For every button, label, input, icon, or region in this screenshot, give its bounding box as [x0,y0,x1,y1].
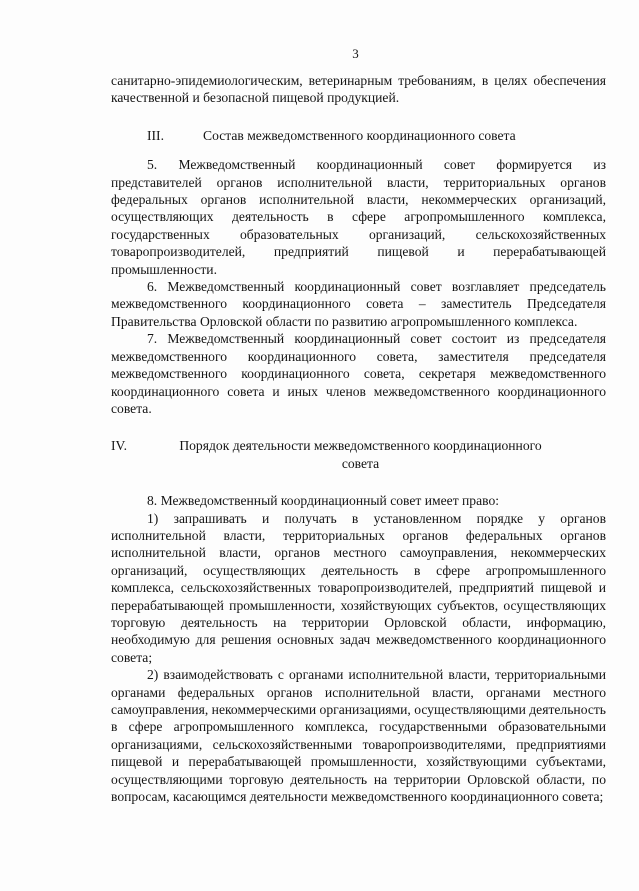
paragraph-7: 7. Межведомственный координационный совет состоит из председателя межведомственного координационного совета, заместителя председателя межведомственного координационного совета, секретаря межведомственного координационного совета и иных членов межведомственного координационного совета. [111,331,606,416]
paragraph-5: 5. Межведомственный координационный совет формируется из представителей органов исполнительной власти, территориальных органов федеральных органов исполнительной власти, некоммерческих организаций, осуществляющих деятельность в сфере агропромышленного комплекса, государственных образовательных организаций, сельскохозяйственных товаропроизводителей, предприятий пищевой и перерабатывающей промышленности. [111,157,606,277]
section-4-number: IV. [111,438,127,454]
paragraph-8: 8. Межведомственный координационный совет имеет право: [147,493,500,509]
section-3-number: III. [147,127,164,143]
paragraph-6: 6. Межведомственный координационный совет возглавляет председатель межведомственного координационного совета – заместитель Председателя Правительства Орловской области по развитию агропромышленного комплекса. [111,279,606,329]
section-3-title: Состав межведомственного координационного совета [203,127,516,143]
intro-paragraph: санитарно-эпидемиологическим, ветеринарным требованиям, в целях обеспечения качественной и безопасной пищевой продукцией. [111,73,606,106]
document-body [111,72,606,805]
section-4-title: Порядок деятельности межведомственного координационного совета [179,438,542,471]
page-number: 3 [352,46,359,61]
list-item-2: 2) взаимодействовать с органами исполнительной власти, территориальными органами федеральных органов исполнительной власти, органами местного самоуправления, некоммерческими организациями, осуществляющими деятельность в сфере агропромышленного комплекса, государственными образовательными организациями, сельскохозяйственными товаропроизводителями, предприятиями пищевой и перерабатывающей промышленности, хозяйствующими субъектами, осуществляющими торговую деятельность на территории Орловской области, по вопросам, касающимся деятельности межведомственного координационного совета; [111,667,606,805]
section-4-heading [111,437,606,472]
section-3-heading [111,127,606,144]
list-item-1: 1) запрашивать и получать в установленном порядке у органов исполнительной власти, территориальных органов федеральных органов исполнительной власти, органов местного самоуправления, некоммерческих организаций, осуществляющих деятельность в сфере агропромышленного комплекса, сельскохозяйственных товаропроизводителей, предприятий пищевой и перерабатывающей промышленности, хозяйствующих субъектов, осуществляющих торговую деятельность на территории Орловской области, информацию, необходимую для решения основных задач межведомственного координационного совета; [111,510,606,665]
